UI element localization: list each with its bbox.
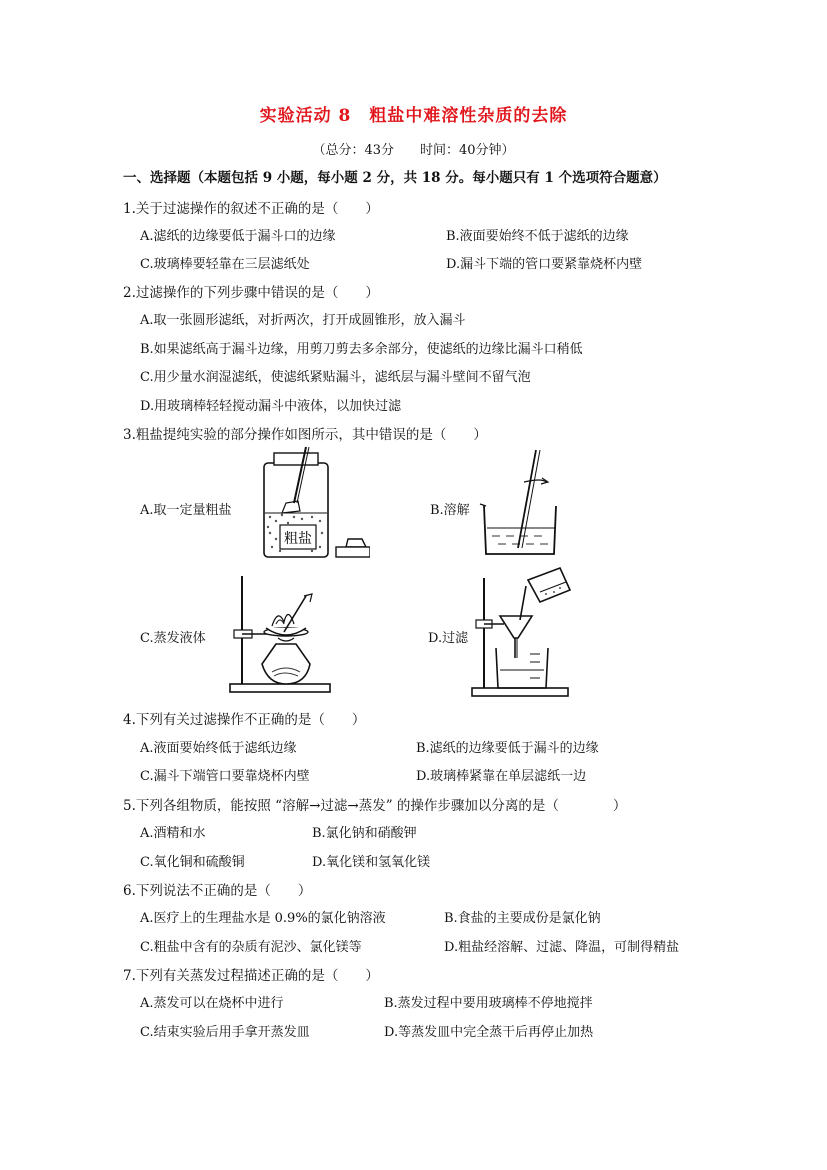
page-title: 实验活动 8 粗盐中难溶性杂质的去除: [259, 106, 568, 126]
question-1-stem: 1.关于过滤操作的叙述不正确的是（ ）: [123, 201, 379, 217]
q3-option-a-label: A.取一定量粗盐: [140, 503, 232, 518]
question-7-stem: 7.下列有关蒸发过程描述正确的是（ ）: [123, 968, 379, 984]
q3-option-b-label: B.溶解: [430, 503, 470, 518]
q3-option-c-label: C.蒸发液体: [140, 631, 206, 646]
question-6-stem: 6.下列说法不正确的是（ ）: [123, 883, 312, 899]
q2-option-a: A.取一张圆形滤纸，对折两次，打开成圆锥形，放入漏斗: [140, 313, 466, 328]
question-5-stem: 5.下列各组物质，能按照 “溶解→过滤→蒸发” 的操作步骤加以分离的是（ ）: [123, 798, 627, 814]
jar-label-text: 粗盐: [284, 531, 312, 547]
q6-option-c: C.粗盐中含有的杂质有泥沙、氯化镁等: [140, 940, 362, 955]
q4-option-b: B.滤纸的边缘要低于漏斗的边缘: [416, 741, 599, 756]
q6-option-d: D.粗盐经溶解、过滤、降温，可制得精盐: [444, 940, 680, 955]
section-heading: 一、选择题（本题包括 9 小题，每小题 2 分，共 18 分。每小题只有 1 个选项符合题意）: [123, 170, 667, 186]
q7-option-b: B.蒸发过程中要用玻璃棒不停地搅拌: [384, 996, 593, 1011]
q4-option-c: C.漏斗下端管口要靠烧杯内壁: [140, 769, 310, 784]
q1-option-d: D.漏斗下端的管口要紧靠烧杯内壁: [446, 257, 643, 272]
figure-dissolving-beaker: [476, 448, 576, 560]
q7-option-d: D.等蒸发皿中完全蒸干后再停止加热: [384, 1025, 594, 1040]
question-3-stem: 3.粗盐提纯实验的部分操作如图所示，其中错误的是（ ）: [123, 427, 487, 443]
figure-coarse-salt-jar: [250, 443, 370, 561]
q2-option-d: D.用玻璃棒轻轻搅动漏斗中液体，以加快过滤: [140, 399, 402, 414]
q5-option-c: C.氧化铜和硫酸铜: [140, 855, 245, 870]
q1-option-a: A.滤纸的边缘要低于漏斗口的边缘: [140, 229, 336, 244]
page-subtitle: （总分：43分 时间：40分钟）: [312, 143, 515, 158]
q7-option-c: C.结束实验后用手拿开蒸发皿: [140, 1025, 310, 1040]
q4-option-d: D.玻璃棒紧靠在单层滤纸一边: [416, 769, 587, 784]
question-2-stem: 2.过滤操作的下列步骤中错误的是（ ）: [123, 285, 379, 301]
q6-option-b: B.食盐的主要成份是氯化钠: [444, 911, 601, 926]
q6-option-a: A.医疗上的生理盐水是 0.9%的氯化钠溶液: [140, 911, 386, 926]
q4-option-a: A.液面要始终低于滤纸边缘: [140, 741, 297, 756]
q2-option-c: C.用少量水润湿滤纸，使滤纸紧贴漏斗，滤纸层与漏斗壁间不留气泡: [140, 370, 531, 385]
q1-option-c: C.玻璃棒要轻靠在三层滤纸处: [140, 257, 310, 272]
q5-option-a: A.酒精和水: [140, 826, 206, 841]
q5-option-b: B.氯化钠和硝酸钾: [312, 826, 417, 841]
q3-option-d-label: D.过滤: [428, 631, 469, 646]
question-4-stem: 4.下列有关过滤操作不正确的是（ ）: [123, 712, 366, 728]
figure-filtration-setup: [470, 566, 580, 698]
q7-option-a: A.蒸发可以在烧杯中进行: [140, 996, 284, 1011]
q1-option-b: B.液面要始终不低于滤纸的边缘: [446, 229, 629, 244]
q2-option-b: B.如果滤纸高于漏斗边缘，用剪刀剪去多余部分，使滤纸的边缘比漏斗口稍低: [140, 342, 583, 357]
figure-evaporation-setup: [228, 572, 338, 694]
q5-option-d: D.氧化镁和氢氧化镁: [312, 855, 431, 870]
